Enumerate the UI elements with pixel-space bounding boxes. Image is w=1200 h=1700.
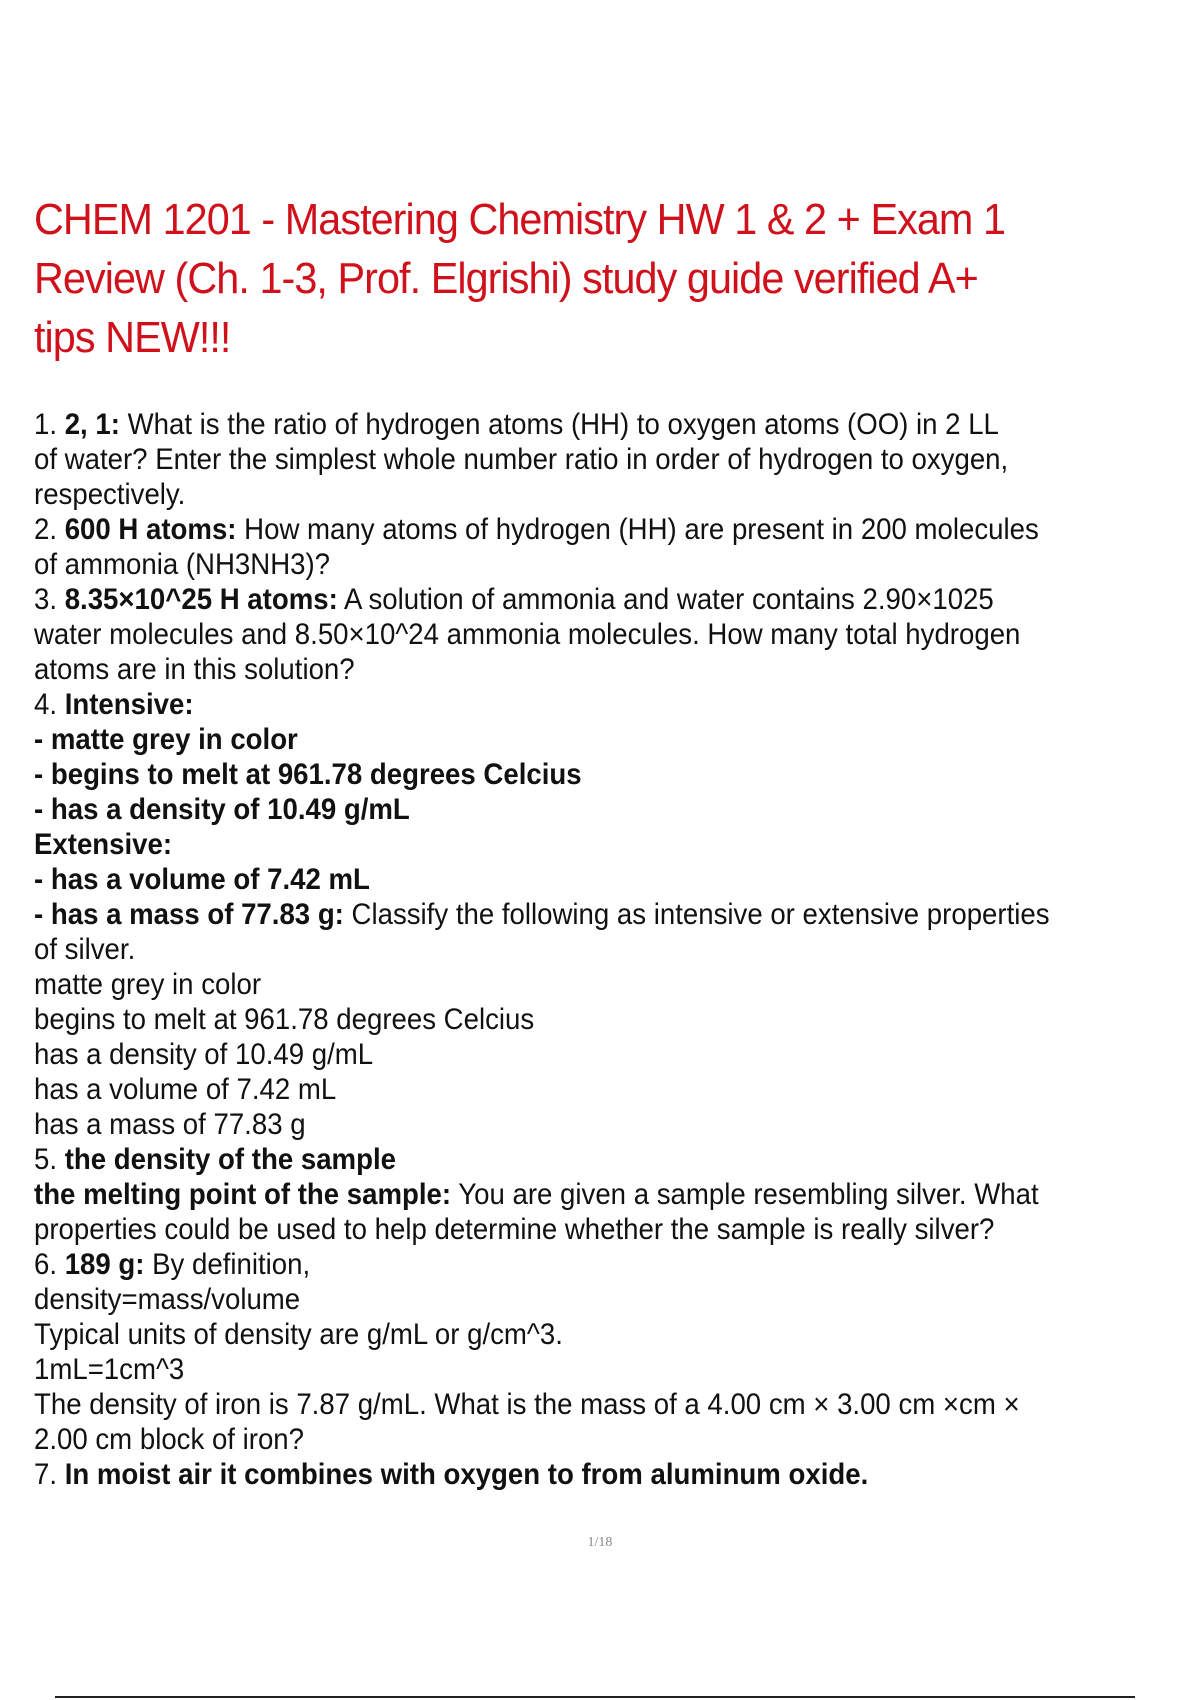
text-segment: 2.00 cm block of iron? (34, 1423, 305, 1456)
bold-answer-text: Extensive: (34, 828, 173, 861)
page-number: 1/18 (587, 1535, 613, 1550)
text-line (34, 652, 1050, 687)
text-segment: matte grey in color (34, 968, 262, 1001)
text-line (34, 407, 1050, 442)
text-line (34, 967, 1050, 1002)
text-segment: of ammonia (NH3NH3)? (34, 548, 331, 581)
text-line (34, 1037, 1050, 1072)
text-segment: has a volume of 7.42 mL (34, 1073, 337, 1106)
text-line (34, 932, 1050, 967)
text-line (34, 687, 1050, 722)
text-line (34, 1212, 1050, 1247)
text-segment: has a mass of 77.83 g (34, 1108, 306, 1141)
document-title (34, 190, 1005, 367)
text-segment: begins to melt at 961.78 degrees Celcius (34, 1003, 535, 1036)
bold-answer-text: 8.35×10^25 H atoms: (64, 583, 338, 616)
bold-answer-text: the melting point of the sample: (34, 1178, 452, 1211)
text-segment: atoms are in this solution? (34, 653, 355, 686)
text-segment: 1mL=1cm^3 (34, 1353, 185, 1386)
text-segment: What is the ratio of hydrogen atoms (HH) to oxygen atoms (OO) in 2 LL (119, 408, 999, 441)
text-line (34, 1142, 1050, 1177)
text-segment: A solution of ammonia and water contains 2.90×1025 (337, 583, 994, 616)
text-segment: properties could be used to help determine whether the sample is really silver? (34, 1213, 995, 1246)
text-line (34, 1247, 1050, 1282)
text-line (34, 862, 1050, 897)
text-segment: water molecules and 8.50×10^24 ammonia molecules. How many total hydrogen (34, 618, 1021, 651)
title-line: CHEM 1201 - Mastering Chemistry HW 1 & 2 + Exam 1 (34, 195, 1006, 244)
title-line: Review (Ch. 1-3, Prof. Elgrishi) study guide verified A+ (34, 254, 978, 303)
bold-answer-text: 600 H atoms: (64, 513, 237, 546)
text-segment: 3. (34, 583, 65, 616)
bold-answer-text: 2, 1: (64, 408, 120, 441)
bold-answer-text: In moist air it combines with oxygen to from aluminum oxide. (64, 1458, 869, 1491)
text-line (34, 722, 1050, 757)
bold-answer-text: - matte grey in color (34, 723, 298, 756)
bold-answer-text: - has a mass of 77.83 g: (34, 898, 344, 931)
text-segment: You are given a sample resembling silver. What (451, 1178, 1039, 1211)
text-line (34, 477, 1050, 512)
text-segment: density=mass/volume (34, 1283, 301, 1316)
document-body (34, 407, 1050, 1492)
text-segment: Typical units of density are g/mL or g/cm^3. (34, 1318, 563, 1351)
bold-answer-text: - has a density of 10.49 g/mL (34, 793, 410, 826)
text-segment: 6. (34, 1248, 65, 1281)
text-segment: 2. (34, 513, 65, 546)
bold-answer-text: - begins to melt at 961.78 degrees Celcius (34, 758, 582, 791)
text-segment: 5. (34, 1143, 65, 1176)
text-line (34, 1317, 1050, 1352)
text-line (34, 1422, 1050, 1457)
text-line (34, 512, 1050, 547)
text-line (34, 1352, 1050, 1387)
text-line (34, 617, 1050, 652)
text-segment: The density of iron is 7.87 g/mL. What is the mass of a 4.00 cm × 3.00 cm ×cm × (34, 1388, 1020, 1421)
text-segment: of silver. (34, 933, 136, 966)
text-segment: 1. (34, 408, 65, 441)
text-line (34, 1002, 1050, 1037)
text-segment: How many atoms of hydrogen (HH) are present in 200 molecules (236, 513, 1039, 546)
text-line (34, 1282, 1050, 1317)
text-line (34, 757, 1050, 792)
text-line (34, 1107, 1050, 1142)
text-segment: 7. (34, 1458, 65, 1491)
text-segment: respectively. (34, 478, 186, 511)
page-divider (55, 1696, 1135, 1698)
bold-answer-text: - has a volume of 7.42 mL (34, 863, 370, 896)
title-line: tips NEW!!! (34, 313, 231, 362)
text-line (34, 827, 1050, 862)
text-segment: has a density of 10.49 g/mL (34, 1038, 374, 1071)
text-line (34, 1387, 1050, 1422)
text-line (34, 547, 1050, 582)
text-line (34, 1457, 1050, 1492)
bold-answer-text: Intensive: (64, 688, 194, 721)
text-segment: of water? Enter the simplest whole number ratio in order of hydrogen to oxygen, (34, 443, 1009, 476)
text-line (34, 897, 1050, 932)
text-line (34, 792, 1050, 827)
text-segment: By definition, (144, 1248, 311, 1281)
text-line (34, 442, 1050, 477)
text-segment: 4. (34, 688, 65, 721)
text-line (34, 1072, 1050, 1107)
bold-answer-text: 189 g: (64, 1248, 145, 1281)
text-line (34, 582, 1050, 617)
bold-answer-text: the density of the sample (64, 1143, 396, 1176)
text-segment: Classify the following as intensive or extensive properties (343, 898, 1050, 931)
text-line (34, 1177, 1050, 1212)
